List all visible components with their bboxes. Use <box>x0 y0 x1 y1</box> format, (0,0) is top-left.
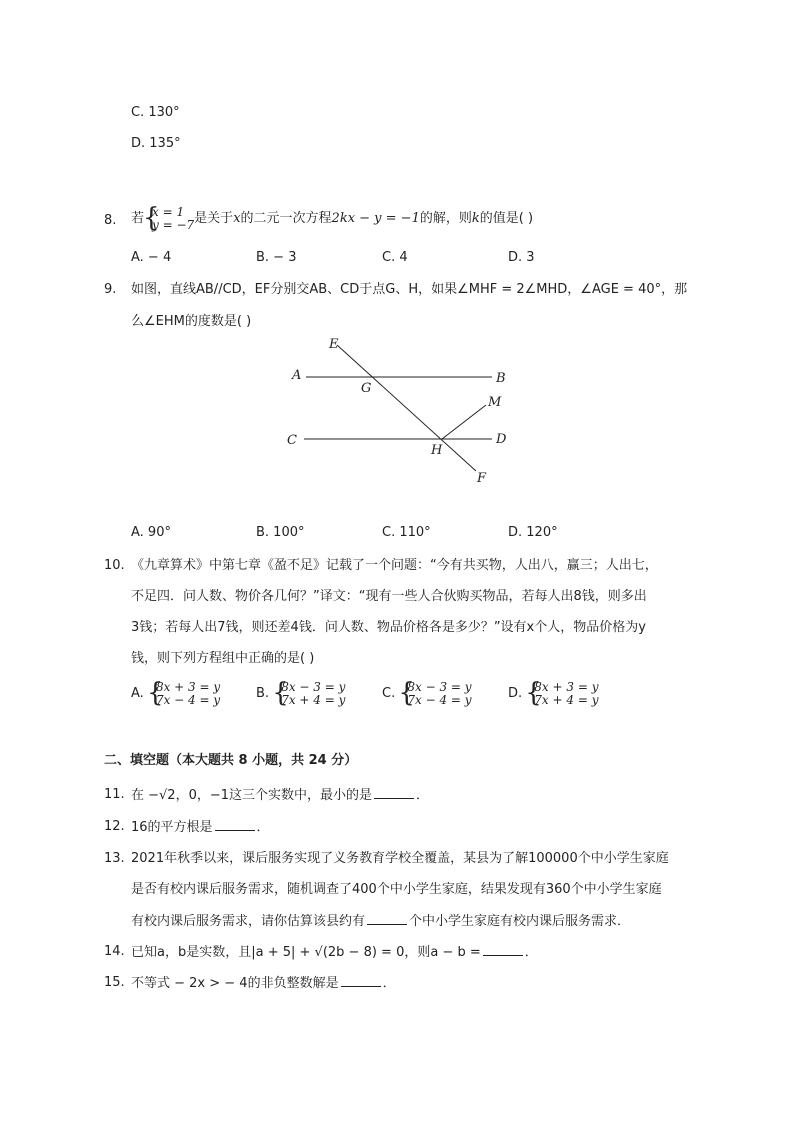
q10-line1: 《九章算术》中第七章《盈不足》记载了一个问题：“今有共买物，人出八，赢三；人出七， <box>131 558 658 573</box>
q10-option-a <box>131 679 220 709</box>
q8-var-x: x <box>233 211 241 226</box>
q8-option-a: A. − 4 <box>131 250 172 265</box>
q15-answer-blank[interactable] <box>341 974 381 987</box>
q10-number: 10. <box>104 558 125 573</box>
q15-pre: 不等式 − 2x > − 4的非负整数解是 <box>131 976 339 991</box>
q9-figure <box>280 335 520 490</box>
q11-pre: 在 −√2，0，−1这三个实数中，最小的是 <box>131 788 373 803</box>
q15-number: 15. <box>104 975 125 990</box>
q10-b-eq1: { 8x − 3 = y <box>281 679 346 694</box>
q8-pre: 若 <box>131 211 145 226</box>
label-b: B <box>496 371 506 386</box>
q15-post: ． <box>382 976 396 991</box>
q8-option-c: C. 4 <box>382 250 408 265</box>
q8-mid: 是关于 <box>194 211 234 226</box>
q11-answer-blank[interactable] <box>374 786 414 799</box>
q10-c-eq2: 7x − 4 = y <box>407 692 472 707</box>
q13-number: 13. <box>104 851 125 866</box>
ray-hm <box>442 405 486 439</box>
q10-a-eq1: { 8x + 3 = y <box>155 679 221 694</box>
q13-line3-pre: 有校内课后服务需求，请你估算该县约有 <box>131 914 366 929</box>
q10-d-eq1: { 8x + 3 = y <box>534 679 599 694</box>
q11-stem <box>131 786 429 805</box>
q11-number: 11. <box>104 787 125 802</box>
label-d: D <box>496 432 507 447</box>
q10-d-system <box>526 681 598 707</box>
q8-sys-line2: y = −7 <box>152 217 195 232</box>
q11-post: ． <box>416 788 430 803</box>
q9-option-c: C. 110° <box>382 525 431 540</box>
q8-stem <box>131 204 533 234</box>
q8-option-b: B. − 3 <box>256 250 297 265</box>
q8-number: 8. <box>104 213 117 228</box>
q10-b-eq2: 7x + 4 = y <box>281 692 346 707</box>
q13-line1: 2021年秋季以来，课后服务实现了义务教育学校全覆盖，某县为了解100000个中小学生家庭 <box>131 851 669 866</box>
q14-stem <box>131 943 538 962</box>
q10-a-eq2: 7x − 4 = y <box>155 692 221 707</box>
q10-c-system <box>399 681 471 707</box>
q15-stem <box>131 974 396 993</box>
q8-var-k: k <box>471 211 480 226</box>
q10-c-label: C. <box>382 686 396 701</box>
line-ef <box>337 345 476 471</box>
q14-post: ． <box>524 945 538 960</box>
q10-c-eq1: { 8x − 3 = y <box>407 679 472 694</box>
q13-line3 <box>131 912 630 931</box>
q12-answer-blank[interactable] <box>215 818 255 831</box>
q13-answer-blank[interactable] <box>367 912 407 925</box>
q9-option-a: A. 90° <box>131 525 171 540</box>
label-e: E <box>329 337 339 352</box>
q10-b-label: B. <box>256 686 270 701</box>
label-m: M <box>488 395 502 410</box>
q13-line3-post: 个中小学生家庭有校内课后服务需求． <box>409 914 631 929</box>
q8-mid2: 的二元一次方程 <box>240 211 332 226</box>
q8-option-d: D. 3 <box>508 250 535 265</box>
q9-line2: 么∠EHM的度数是( ) <box>131 314 252 329</box>
label-c: C <box>287 433 297 448</box>
q9-option-d: D. 120° <box>508 525 558 540</box>
label-a: A <box>292 368 302 383</box>
q12-post: ． <box>256 820 270 835</box>
q8-mid3: 的解，则 <box>419 211 472 226</box>
q10-d-label: D. <box>508 686 523 701</box>
q12-stem <box>131 818 270 837</box>
q10-line4: 钱，则下列方程组中正确的是( ) <box>131 651 315 666</box>
q8-equation: 2kx − y = −1 <box>331 211 420 226</box>
q10-d-eq2: 7x + 4 = y <box>534 692 599 707</box>
section-title: 二、填空题（本大题共 8 小题，共 24 分） <box>104 753 358 768</box>
label-h: H <box>431 443 443 458</box>
q8-sys-line1: { x = 1 <box>152 204 185 219</box>
label-g: G <box>361 381 372 396</box>
q12-number: 12. <box>104 819 125 834</box>
q10-a-system <box>148 681 220 707</box>
q7-option-c: C. 130° <box>131 105 180 120</box>
q8-system <box>144 206 194 232</box>
q13-line2: 是否有校内课后服务需求，随机调查了400个中小学生家庭，结果发现有360个中小学生家庭 <box>131 882 662 897</box>
q14-number: 14. <box>104 944 125 959</box>
q10-option-c <box>382 679 472 709</box>
q10-option-b <box>256 679 345 709</box>
q9-option-b: B. 100° <box>256 525 305 540</box>
q8-post: 的值是( ) <box>479 211 534 226</box>
q9-line1: 如图，直线AB//CD，EF分别交AB、CD于点G、H，如果∠MHF = 2∠MHD，∠AGE = 40°，那 <box>131 282 688 297</box>
label-f: F <box>477 471 487 486</box>
q10-b-system <box>273 681 345 707</box>
q10-line2: 不足四．问人数、物价各几何？”译文：“现有一些人合伙购买物品，若每人出8钱，则多出 <box>131 589 647 604</box>
q10-option-d <box>508 679 598 709</box>
q14-answer-blank[interactable] <box>483 943 523 956</box>
q9-number: 9. <box>104 282 117 297</box>
q12-pre: 16的平方根是 <box>131 820 213 835</box>
q7-option-d: D. 135° <box>131 136 181 151</box>
q10-line3: 3钱；若每人出7钱，则还差4钱．问人数、物品价格各是多少？”设有x个人，物品价格为y <box>131 620 646 635</box>
q14-pre: 已知a，b是实数，且|a + 5| + √(2b − 8) = 0，则a − b = <box>131 945 481 960</box>
q10-a-label: A. <box>131 686 144 701</box>
